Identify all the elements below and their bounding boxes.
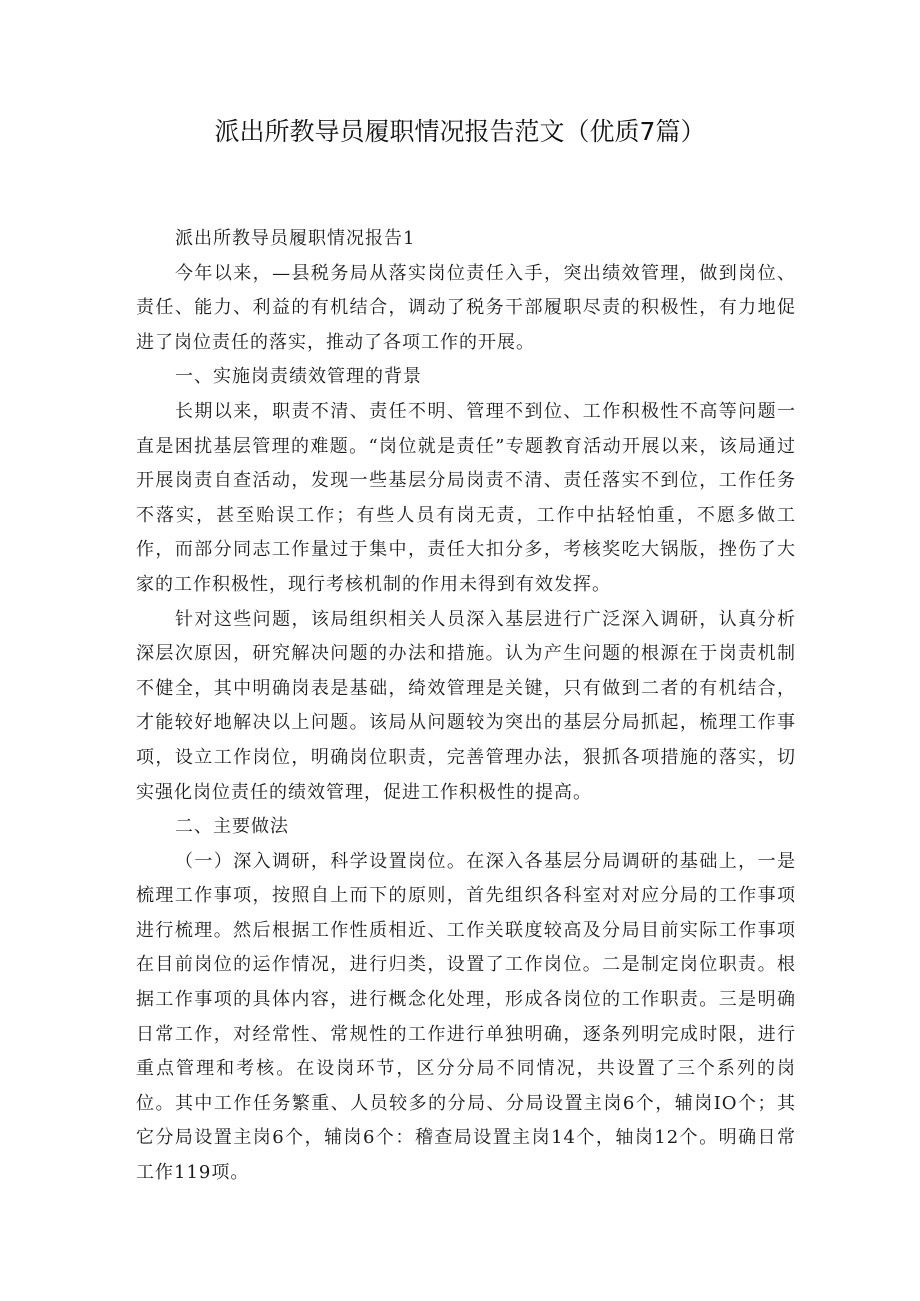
intro-paragraph: 今年以来，—县税务局从落实岗位责任入手，突出绩效管理，做到岗位、责任、能力、利益的有机结合，调动了税务干部履职尽责的积极性，有力地促进了岗位责任的落实，推动了各项工作的开展。 (136, 262, 796, 353)
document-body (136, 222, 796, 1191)
section-heading-background: 一、实施岗责绩效管理的背景 (175, 366, 422, 388)
document-title: 派出所教导员履职情况报告范文（优质7篇） (214, 117, 706, 146)
background-paragraph-2: 针对这些问题，该局组织相关人员深入基层进行广泛深入调研，认真分析深层次原因，研究解决问题的办法和措施。认为产生问题的根源在于岗责机制不健全，其中明确岗表是基础，绮效管理是关键，只有做到二者的有机结合，才能较好地解决以上问题。该局从问题较为突出的基层分局抓起，梳理工作事项，设立工作岗位，明确岗位职责，完善管理办法，狠抓各项措施的落实，切实强化岗位责任的绩效管理，促进工作积极性的提高。 (136, 608, 796, 803)
practices-paragraph-1: （一）深入调研，科学设置岗位。在深入各基层分局调研的基础上，一是梳理工作事项，按照自上而下的原则，首先组织各科室对对应分局的工作事项进行梳理。然后根据工作性质相近、工作关联度较高及分局目前实际工作事项在目前岗位的运作情况，进行归类，设置了工作岗位。二是制定岗位职责。根据工作事项的具体内容，进行概念化处理，形成各岗位的工作职责。三是明确日常工作，对经常性、常规性的工作进行单独明确，逐条列明完成时限，进行重点管理和考核。在设岗环节，区分分局不同情况，共设置了三个系列的岗位。其中工作任务繁重、人员较多的分局、分局设置主岗6个，辅岗IO个；其它分局设置主岗6个，辅岗6个：稽查局设置主岗14个，轴岗12个。明确日常工作119项。 (136, 850, 796, 1184)
section-heading-practices: 二、主要做法 (175, 816, 289, 838)
report-heading: 派出所教导员履职情况报告1 (175, 228, 416, 249)
background-paragraph-1: 长期以来，职责不清、责任不明、管理不到位、工作积极性不高等问题一直是困扰基层管理的难题。“岗位就是责任”专题教育活动开展以来，该局通过开展岗责自查活动，发现一些基层分局岗责不清、责任落实不到位，工作任务不落实，甚至贻误工作；有些人员有岗无责，工作中拈轻怕重，不愿多做工作，而部分同志工作量过于集中，责任大扣分多，考核奖吃大锅版，挫伤了大家的工作积极性，现行考核机制的作用未得到有效发挥。 (136, 400, 796, 595)
